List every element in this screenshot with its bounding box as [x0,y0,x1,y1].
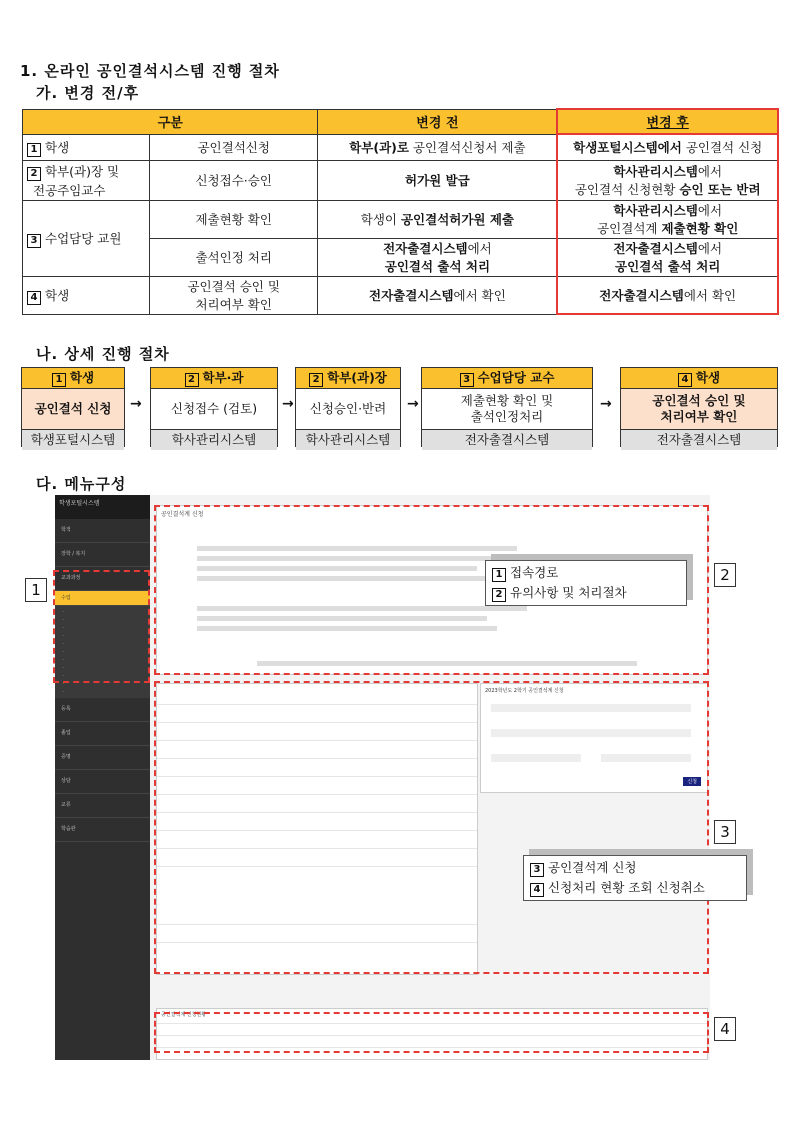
highlight-box-1 [53,570,150,683]
flow-arrow: → [600,396,612,412]
table-row: 출석인정 처리 전자출결시스템에서 공인결석 출석 처리 전자출결시스템에서 공인결석 출석 처리 [23,238,779,276]
callout-label-1: 1 [25,578,47,602]
application-form: 2023학년도 2학기 공인결석계 신청 신청 [480,683,708,793]
header-category: 구분 [23,109,318,134]
sidebar-item[interactable]: 학적 [55,519,150,543]
callout-label-4: 4 [714,1017,736,1041]
section-c-title: 다. 메뉴구성 [36,475,127,493]
callout-label-2: 2 [714,563,736,587]
sidebar-item[interactable]: 교류 [55,794,150,818]
table-row: 2 학부(과)장 및 전공주임교수 신청접수·승인 허가원 발급 학사관리시스템에서 공인결석 신청현황 승인 또는 반려 [23,160,779,200]
submit-button[interactable]: 신청 [683,777,701,786]
flow-step-1: 1 학생 공인결석 신청 학생포털시스템 [21,367,125,447]
sidebar-item[interactable]: 교과과정 [55,567,150,591]
table-row: 3 수업담당 교원 제출현황 확인 학생이 공인결석허가원 제출 학사관리시스템에서 공인결석계 제출현황 확인 [23,200,779,238]
table-row: 4 학생 공인결석 승인 및 처리여부 확인 전자출결시스템에서 확인 전자출결시스템에서 확인 [23,276,779,314]
sidebar-submenu: · · · · · · · · · · · [55,606,150,698]
sidebar-item[interactable]: 상담 [55,770,150,794]
info-panel: 공인결석계 신청 [156,505,708,675]
sidebar-item[interactable]: 학습관 [55,818,150,842]
section-b-title: 나. 상세 진행 절차 [36,345,170,363]
sidebar-item[interactable]: 등록 [55,698,150,722]
flow-arrow: → [282,396,294,412]
highlight-box-4 [154,1012,709,1053]
status-list-panel: 공인결석계 신청현황 [156,1008,708,1060]
flow-step-5: 4 학생 공인결석 승인 및 처리여부 확인 전자출결시스템 [620,367,778,447]
callout-label-3: 3 [714,820,736,844]
portal-logo: 학생포털시스템 [55,495,150,519]
callout-note-3: 3 공인결석계 신청 4 신청처리 현황 조회 신청취소 [523,855,747,901]
section-1-title: 1. 온라인 공인결석시스템 진행 절차 [20,62,280,80]
flow-step-4: 3 수업담당 교수 제출현황 확인 및 출석인정처리 전자출결시스템 [421,367,593,447]
header-before: 변경 전 [318,109,558,134]
flow-arrow: → [407,396,419,412]
flow-step-3: 2 학부(과)장 신청승인·반려 학사관리시스템 [295,367,401,447]
flow-step-2: 2 학부·과 신청접수 (검토) 학사관리시스템 [150,367,278,447]
sidebar-item-active[interactable]: 수업 [55,591,150,606]
table-row: 1 학생 공인결석신청 학부(과)로 공인결석신청서 제출 학생포털시스템에서 공인결석 신청 [23,134,779,160]
before-after-table [22,108,779,315]
header-after: 변경 후 [557,109,778,134]
highlight-box-3 [154,681,709,974]
flow-arrow: → [130,396,142,412]
callout-note-2: 1 접속경로 2 유의사항 및 처리절차 [485,560,687,606]
sidebar-item[interactable]: 증명 [55,746,150,770]
sidebar-item[interactable]: 졸업 [55,722,150,746]
sidebar-item[interactable]: 장학 / 복지 [55,543,150,567]
section-a-title: 가. 변경 전/후 [36,84,140,102]
